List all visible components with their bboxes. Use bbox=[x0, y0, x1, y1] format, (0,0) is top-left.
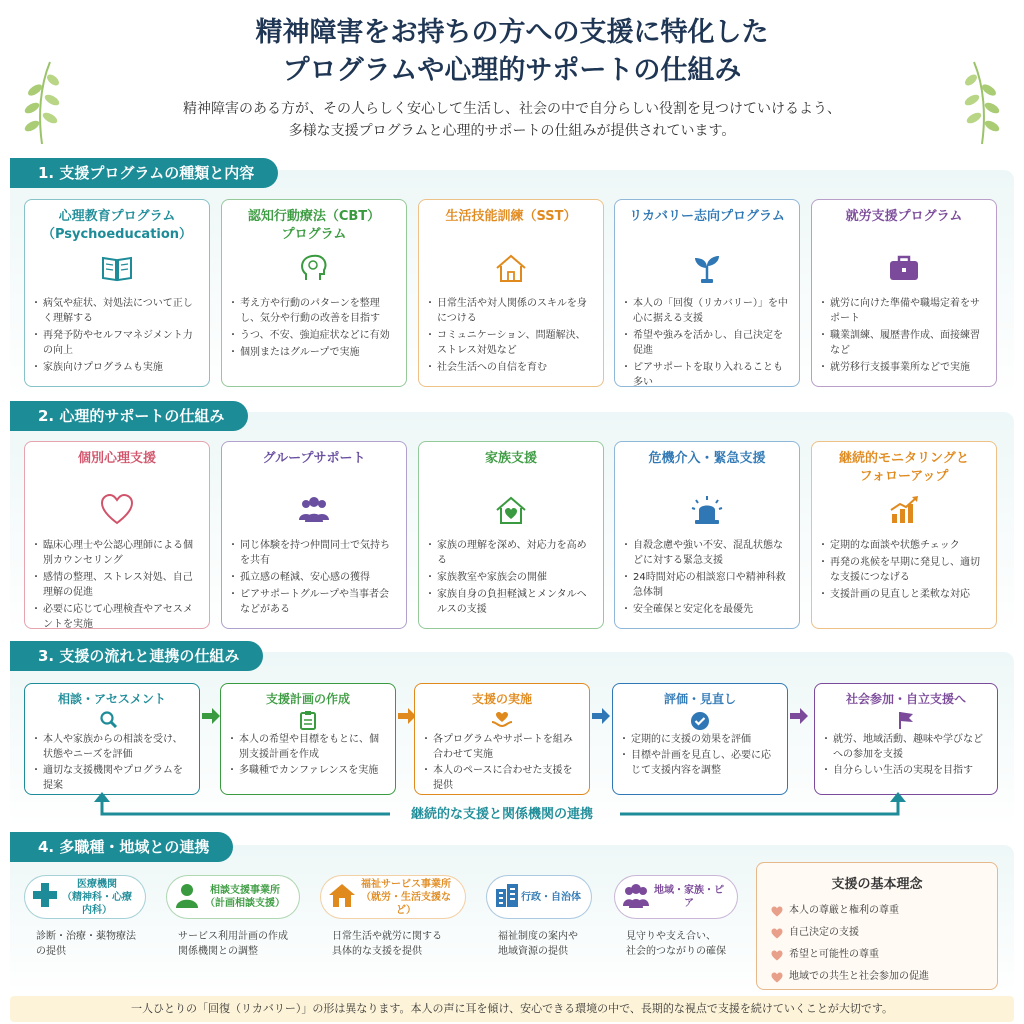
card-items bbox=[427, 296, 595, 375]
chart-icon bbox=[820, 492, 988, 528]
card-title-line-1: リカバリー志向プログラム bbox=[629, 209, 785, 224]
flow-step-title: 支援計画の作成 bbox=[265, 692, 350, 706]
flow-step-item: ・ 本人の希望や目標をもとに、個別支援計画を作成 bbox=[229, 732, 387, 762]
flag-icon bbox=[823, 710, 989, 728]
card-item: ・ 支援計画の見直しと柔軟な対応 bbox=[820, 587, 988, 602]
card-item: ・ 臨床心理士や公認心理師による個別カウンセリング bbox=[33, 538, 201, 568]
section-collaboration-heading: 4. 多職種・地域との連携 bbox=[10, 832, 233, 862]
org-desc-line: 日常生活や就労に関する bbox=[332, 931, 442, 942]
flow-step-item: ・ 本人や家族からの相談を受け、状態やニーズを評価 bbox=[33, 732, 191, 762]
book-icon bbox=[33, 250, 201, 286]
heart-hand-icon bbox=[423, 710, 581, 728]
flow-arrow-icon bbox=[201, 706, 221, 726]
flow-step-2 bbox=[414, 683, 590, 795]
org-desc-line: 地域資源の提供 bbox=[498, 946, 568, 957]
card-section2-2 bbox=[418, 441, 604, 629]
flow-step-items bbox=[823, 732, 989, 778]
org-desc-line: 具体的な支援を提供 bbox=[332, 946, 422, 957]
flow-step-0 bbox=[24, 683, 200, 795]
card-section2-4 bbox=[811, 441, 997, 629]
principle-item bbox=[771, 944, 983, 966]
flow-step-4 bbox=[814, 683, 998, 795]
card-title-line-1: 個別心理支援 bbox=[77, 451, 156, 466]
card-item: ・ うつ、不安、強迫症状などに有効 bbox=[230, 328, 398, 343]
org-name-line-2: （精神科・心療内科） bbox=[62, 891, 132, 916]
org-name bbox=[651, 884, 727, 910]
org-4 bbox=[614, 875, 738, 959]
brain-icon bbox=[230, 250, 398, 286]
card-items bbox=[623, 538, 791, 617]
subtitle-line-2: 多様な支援プログラムと心理的サポートの仕組みが提供されています。 bbox=[288, 123, 736, 139]
flow-step-items bbox=[621, 732, 779, 778]
card-item: ・ ピアサポートグループや当事者会などがある bbox=[230, 587, 398, 617]
card-section1-0 bbox=[24, 199, 210, 387]
org-desc-line: 関係機関との調整 bbox=[178, 946, 258, 957]
card-item: ・ 病気や症状、対処法について正しく理解する bbox=[33, 296, 201, 326]
principle-text: 本人の尊厳と権利の尊重 bbox=[789, 905, 899, 916]
heart-bullet-icon bbox=[771, 928, 783, 939]
check-circle-icon bbox=[621, 710, 779, 728]
heart-bullet-icon bbox=[771, 950, 783, 961]
group-icon bbox=[230, 492, 398, 528]
heart-bullet-icon bbox=[771, 906, 783, 917]
flow-step-item: ・ 多職種でカンファレンスを実施 bbox=[229, 763, 387, 778]
principle-item bbox=[771, 922, 983, 944]
org-pill bbox=[24, 875, 146, 919]
card-item: ・ ピアサポートを取り入れることも多い bbox=[623, 360, 791, 390]
org-name bbox=[201, 884, 289, 910]
card-title-line-1: 就労支援プログラム bbox=[845, 209, 963, 224]
org-desc-line: サービス利用計画の作成 bbox=[178, 931, 288, 942]
org-name-line-1: 地域・家族・ピア bbox=[654, 885, 724, 909]
card-section1-3 bbox=[614, 199, 800, 387]
subtitle-line-1: 精神障害のある方が、その人らしく安心して生活し、社会の中で自分らしい役割を見つけていけるよう、 bbox=[183, 101, 841, 117]
card-item: ・ 感情の整理、ストレス対処、自己理解の促進 bbox=[33, 570, 201, 600]
flow-step-item: ・ 目標や計画を見直し、必要に応じて支援内容を調整 bbox=[621, 748, 779, 778]
sprout-icon bbox=[623, 250, 791, 286]
card-title-line-1: グループサポート bbox=[262, 451, 366, 466]
org-name-line-1: 行政・自治体 bbox=[521, 891, 581, 903]
flow-step-item: ・ 本人のペースに合わせた支援を提供 bbox=[423, 763, 581, 793]
card-item: ・ 家族の理解を深め、対応力を高める bbox=[427, 538, 595, 568]
org-desc-line: 見守りや支え合い、 bbox=[626, 931, 716, 942]
section-flow-heading: 3. 支援の流れと連携の仕組み bbox=[10, 641, 263, 671]
medical-cross-icon bbox=[31, 881, 59, 913]
community-group-icon bbox=[621, 881, 651, 913]
card-title-line-1: 認知行動療法（CBT） bbox=[247, 209, 381, 224]
government-building-icon bbox=[493, 881, 521, 913]
card-item: ・ 自殺念慮や強い不安、混乱状態などに対する緊急支援 bbox=[623, 538, 791, 568]
card-item: ・ 24時間対応の相談窓口や精神科救急体制 bbox=[623, 570, 791, 600]
org-pill bbox=[486, 875, 592, 919]
card-item: ・ 定期的な面談や状態チェック bbox=[820, 538, 988, 553]
card-title bbox=[230, 450, 398, 486]
org-name-line-1: 医療機関 bbox=[77, 878, 117, 890]
org-desc bbox=[486, 929, 592, 959]
house-icon bbox=[427, 250, 595, 286]
flow-step-item: ・ 適切な支援機関やプログラムを提案 bbox=[33, 763, 191, 793]
card-item: ・ 再発予防やセルフマネジメント力の向上 bbox=[33, 328, 201, 358]
card-title-line-2: プログラム bbox=[281, 227, 347, 242]
section-programs-heading: 1. 支援プログラムの種類と内容 bbox=[10, 158, 278, 188]
card-items bbox=[230, 538, 398, 617]
flow-arrow-icon bbox=[591, 706, 611, 726]
clipboard-icon bbox=[229, 710, 387, 728]
flow-step-1 bbox=[220, 683, 396, 795]
org-name bbox=[521, 891, 581, 904]
heart-icon bbox=[33, 492, 201, 528]
org-desc bbox=[614, 929, 738, 959]
card-section1-2 bbox=[418, 199, 604, 387]
flow-step-items bbox=[33, 732, 191, 793]
org-1 bbox=[166, 875, 300, 959]
org-2 bbox=[320, 875, 466, 959]
briefcase-icon bbox=[820, 250, 988, 286]
card-section1-1 bbox=[221, 199, 407, 387]
principle-item bbox=[771, 966, 983, 988]
person-icon bbox=[173, 881, 201, 913]
org-desc-line: 福祉制度の案内や bbox=[498, 931, 578, 942]
flow-step-title: 評価・見直し bbox=[663, 692, 736, 706]
flow-step-title: 支援の実施 bbox=[471, 692, 532, 706]
org-name-line-1: 福祉サービス事業所 bbox=[361, 878, 451, 890]
card-title-line-2: フォローアップ bbox=[859, 469, 949, 484]
footer-note: 一人ひとりの「回復（リカバリー）」の形は異なります。本人の声に耳を傾け、安心できる環境の中で、長期的な視点で支援を続けていくことが大切です。 bbox=[10, 996, 1014, 1022]
card-title-line-2: （Psychoeducation） bbox=[41, 227, 193, 242]
card-title bbox=[33, 208, 201, 244]
facility-house-icon bbox=[327, 881, 357, 913]
page-subtitle bbox=[0, 98, 1024, 142]
org-name-line-2: （就労・生活支援など） bbox=[361, 891, 451, 916]
flow-arrow-icon bbox=[789, 706, 809, 726]
org-desc bbox=[166, 929, 300, 959]
title-line-2: プログラムや心理的サポートの仕組み bbox=[282, 55, 742, 86]
card-title-line-1: 継続的モニタリングと bbox=[838, 451, 969, 466]
heart-bullet-icon bbox=[771, 972, 783, 983]
card-title bbox=[427, 450, 595, 486]
page-title bbox=[0, 14, 1024, 90]
siren-icon bbox=[623, 492, 791, 528]
card-title bbox=[820, 208, 988, 244]
flow-step-title: 相談・アセスメント bbox=[58, 692, 166, 706]
card-title-line-1: 生活技能訓練（SST） bbox=[445, 209, 577, 224]
principles-box bbox=[756, 862, 998, 990]
flow-step-item: ・ 自分らしい生活の実現を目指す bbox=[823, 763, 989, 778]
magnifier-icon bbox=[33, 710, 191, 728]
card-section2-3 bbox=[614, 441, 800, 629]
home-heart-icon bbox=[427, 492, 595, 528]
org-3 bbox=[486, 875, 592, 959]
card-title-line-1: 危機介入・緊急支援 bbox=[648, 451, 766, 466]
card-item: ・ 就労に向けた準備や職場定着をサポート bbox=[820, 296, 988, 326]
card-item: ・ 安全確保と安定化を最優先 bbox=[623, 602, 791, 617]
org-desc-line: 診断・治療・薬物療法 bbox=[36, 931, 136, 942]
card-items bbox=[33, 538, 201, 632]
principles-list bbox=[771, 900, 983, 988]
card-items bbox=[33, 296, 201, 375]
org-desc bbox=[320, 929, 466, 959]
flow-step-items bbox=[423, 732, 581, 793]
card-item: ・ 個別またはグループで実施 bbox=[230, 345, 398, 360]
org-desc-line: 社会的つながりの確保 bbox=[626, 946, 726, 957]
org-pill bbox=[166, 875, 300, 919]
card-item: ・ 就労移行支援事業所などで実施 bbox=[820, 360, 988, 375]
org-name-line-1: 相談支援事業所 bbox=[210, 885, 280, 896]
org-name-line-2: （計画相談支援） bbox=[205, 898, 285, 909]
principle-text: 自己決定の支援 bbox=[789, 927, 859, 938]
flow-step-3 bbox=[612, 683, 788, 795]
card-title bbox=[427, 208, 595, 244]
card-section1-4 bbox=[811, 199, 997, 387]
card-title-line-1: 家族支援 bbox=[484, 451, 537, 466]
title-line-1: 精神障害をお持ちの方への支援に特化した bbox=[255, 17, 769, 48]
card-section2-0 bbox=[24, 441, 210, 629]
card-title bbox=[33, 450, 201, 486]
principle-item bbox=[771, 900, 983, 922]
card-item: ・ 職業訓練、履歴書作成、面接練習など bbox=[820, 328, 988, 358]
card-title bbox=[623, 208, 791, 244]
card-item: ・ 家族向けプログラムも実施 bbox=[33, 360, 201, 375]
principles-title: 支援の基本理念 bbox=[831, 877, 923, 892]
card-items bbox=[820, 296, 988, 375]
principle-text: 地域での共生と社会参加の促進 bbox=[789, 971, 929, 982]
card-item: ・ 希望や強みを活かし、自己決定を促進 bbox=[623, 328, 791, 358]
card-item: ・ 孤立感の軽減、安心感の獲得 bbox=[230, 570, 398, 585]
card-item: ・ 考え方や行動のパターンを整理し、気分や行動の改善を目指す bbox=[230, 296, 398, 326]
card-title-line-1: 心理教育プログラム bbox=[58, 209, 176, 224]
org-name bbox=[59, 878, 135, 917]
card-section2-1 bbox=[221, 441, 407, 629]
card-item: ・ 本人の「回復（リカバリー）」を中心に据える支援 bbox=[623, 296, 791, 326]
card-item: ・ 日常生活や対人関係のスキルを身につける bbox=[427, 296, 595, 326]
org-desc-line: の提供 bbox=[36, 946, 66, 957]
card-item: ・ 家族教室や家族会の開催 bbox=[427, 570, 595, 585]
org-name bbox=[357, 878, 455, 917]
flow-step-title: 社会参加・自立支援へ bbox=[845, 692, 966, 706]
card-item: ・ 家族自身の負担軽減とメンタルヘルスの支援 bbox=[427, 587, 595, 617]
card-items bbox=[820, 538, 988, 602]
card-title bbox=[623, 450, 791, 486]
section-psych-support-heading: 2. 心理的サポートの仕組み bbox=[10, 401, 248, 431]
card-items bbox=[230, 296, 398, 360]
card-title bbox=[820, 450, 988, 486]
card-item: ・ 社会生活への自信を育む bbox=[427, 360, 595, 375]
flow-step-items bbox=[229, 732, 387, 778]
org-pill bbox=[320, 875, 466, 919]
loop-label: 継続的な支援と関係機関の連携 bbox=[410, 807, 593, 822]
card-item: ・ 同じ体験を持つ仲間同士で気持ちを共有 bbox=[230, 538, 398, 568]
org-pill bbox=[614, 875, 738, 919]
principle-text: 希望と可能性の尊重 bbox=[789, 949, 879, 960]
org-0 bbox=[24, 875, 146, 959]
org-desc bbox=[24, 929, 146, 959]
card-item: ・ コミュニケーション、問題解決、ストレス対処など bbox=[427, 328, 595, 358]
flow-step-item: ・ 各プログラムやサポートを組み合わせて実施 bbox=[423, 732, 581, 762]
card-item: ・ 必要に応じて心理検査やアセスメントを実施 bbox=[33, 602, 201, 632]
card-item: ・ 再発の兆候を早期に発見し、適切な支援につなげる bbox=[820, 555, 988, 585]
card-items bbox=[427, 538, 595, 617]
card-items bbox=[623, 296, 791, 390]
card-title bbox=[230, 208, 398, 244]
flow-step-item: ・ 定期的に支援の効果を評価 bbox=[621, 732, 779, 747]
flow-step-item: ・ 就労、地域活動、趣味や学びなどへの参加を支援 bbox=[823, 732, 989, 762]
